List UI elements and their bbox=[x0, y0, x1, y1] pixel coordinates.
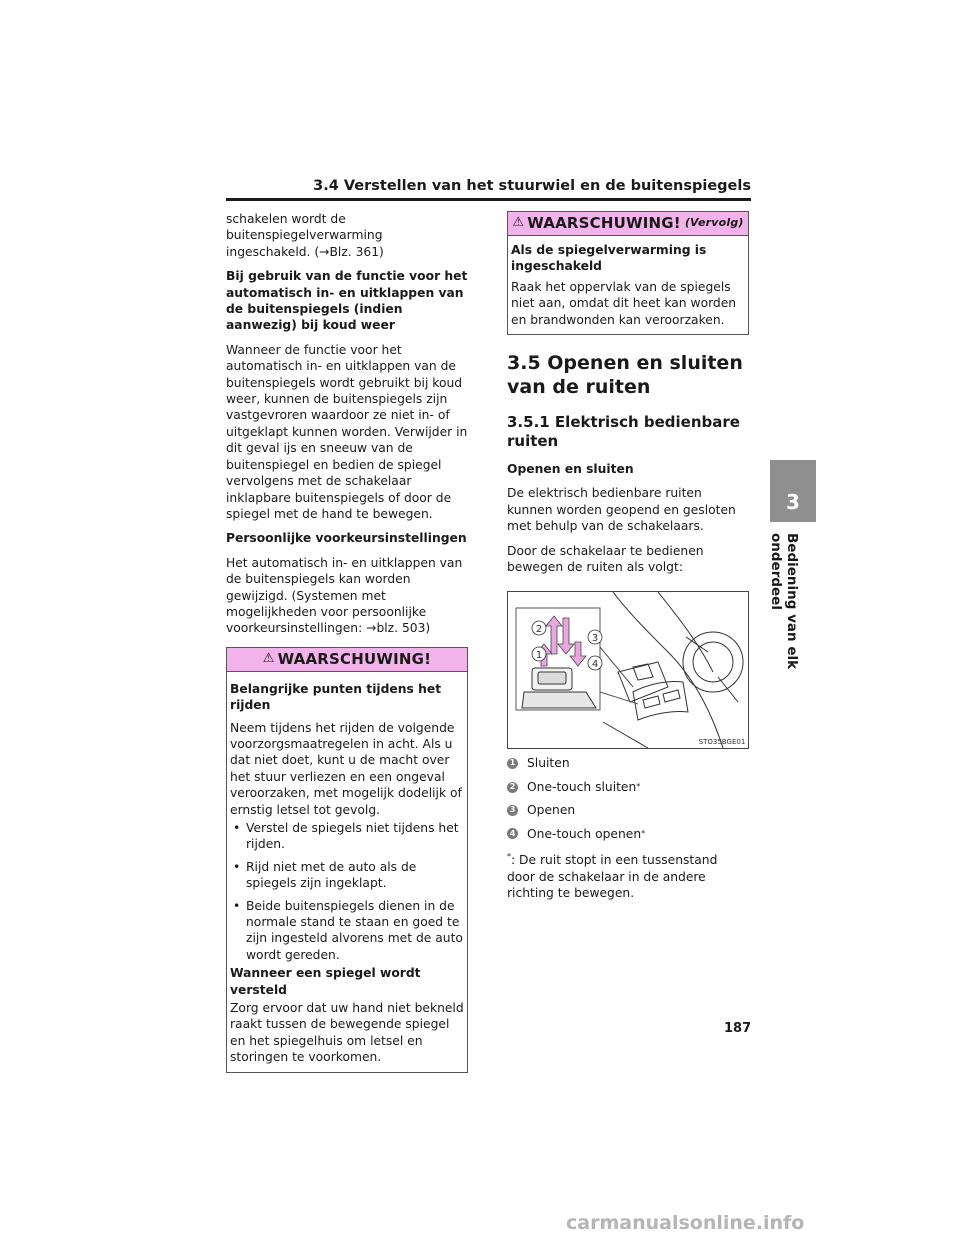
footnote-asterisk: * bbox=[507, 852, 511, 862]
number-badge: 2 bbox=[507, 782, 518, 793]
window-switch-illustration bbox=[508, 592, 750, 748]
watermark: carmanualsonline.info bbox=[566, 1212, 805, 1234]
warning-continued-label: (Vervolg) bbox=[684, 216, 744, 230]
figure-label: 2 bbox=[535, 624, 543, 636]
warning-bullet: • Beide buitenspiegels dienen in de normale stand te staan en goed te zijn ingesteld alvorens met de auto wordt gereden. bbox=[230, 898, 464, 964]
warning-body bbox=[227, 672, 467, 1072]
figure-label: 1 bbox=[535, 650, 543, 662]
list-item bbox=[507, 755, 749, 771]
warning-header bbox=[227, 648, 467, 672]
asterisk: * bbox=[636, 781, 641, 791]
warning-header bbox=[508, 212, 748, 236]
arrow-up-icon bbox=[546, 616, 562, 654]
section-heading: 3.5 Openen en sluiten van de ruiten bbox=[507, 352, 743, 399]
header-rule bbox=[226, 198, 751, 201]
running-header: 3.4 Verstellen van het stuurwiel en de buitenspiegels bbox=[313, 178, 751, 194]
warning-triangle-icon: ⚠ bbox=[512, 215, 525, 231]
page-number: 187 bbox=[724, 1021, 752, 1036]
paragraph: schakelen wordt de buitenspiegelverwarming ingeschakeld. (→Blz. 361) bbox=[226, 212, 384, 259]
figure-code: STO35BGE01 bbox=[698, 738, 746, 747]
list-item-text: Sluiten bbox=[527, 756, 570, 771]
subheading: Persoonlijke voorkeursinstellingen bbox=[226, 531, 467, 546]
footnote-text: : De ruit stopt in een tussenstand door de schakelaar in de andere richting te bewegen. bbox=[507, 853, 718, 900]
warning-paragraph: Raak het oppervlak van de spiegels niet aan, omdat dit heet kan worden en brandwonden kan veroorzaken. bbox=[511, 279, 737, 327]
left-column bbox=[226, 211, 468, 1073]
warning-bullet: • Rijd niet met de auto als de spiegels zijn ingeklapt. bbox=[230, 859, 464, 892]
number-badge: 1 bbox=[507, 758, 518, 769]
chapter-tab: 3 bbox=[770, 460, 816, 522]
list-item bbox=[507, 826, 749, 842]
right-column bbox=[507, 211, 749, 909]
paragraph: Het automatisch in- en uitklappen van de buitenspiegels kan worden gewijzigd. (Systemen met mogelijkheden voor persoonlijke voorkeursinstellingen: →blz. 503) bbox=[226, 555, 463, 636]
paragraph: Door de schakelaar te bedienen bewegen de ruiten als volgt: bbox=[507, 543, 704, 575]
warning-bullet: • Verstel de spiegels niet tijdens het rijden. bbox=[230, 820, 464, 853]
list-item bbox=[507, 779, 749, 795]
paragraph: De elektrisch bedienbare ruiten kunnen worden geopend en gesloten met behulp van de schakelaars. bbox=[507, 486, 736, 534]
subsection-heading: 3.5.1 Elektrisch bedienbare ruiten bbox=[507, 413, 740, 451]
warning-triangle-icon: ⚠ bbox=[262, 651, 275, 667]
chapter-label: Bediening van elk onderdeel bbox=[768, 533, 800, 670]
warning-title: WAARSCHUWING! bbox=[277, 650, 432, 669]
list-item bbox=[507, 802, 749, 818]
warning-title: WAARSCHUWING! bbox=[527, 214, 681, 233]
warning-subheading: Als de spiegelverwarming is ingeschakeld bbox=[511, 243, 707, 274]
footnote bbox=[507, 849, 749, 901]
warning-box-continued bbox=[507, 211, 749, 335]
subheading: Bij gebruik van de functie voor het automatisch in- en uitklappen van de buitenspiegels (indien aanwezig) bij koud weer bbox=[226, 269, 468, 333]
warning-paragraph: Zorg ervoor dat uw hand niet bekneld raakt tussen de bewegende spiegel en het spiegelhuis om letsel en storingen te voorkomen. bbox=[230, 1001, 464, 1065]
warning-subheading: Belangrijke punten tijdens het rijden bbox=[230, 681, 442, 713]
window-switch-figure bbox=[507, 591, 749, 749]
warning-body bbox=[508, 236, 748, 334]
list-item-text: Openen bbox=[527, 803, 576, 818]
warning-paragraph: Neem tijdens het rijden de volgende voorzorgsmaatregelen in acht. Als u dat niet doet, kunt u de macht over het stuur verliezen en een ongeval veroorzaken, met mogelijk dodelijk of ernstig letsel tot gevolg. bbox=[230, 720, 462, 817]
list-item-text: One-touch sluiten bbox=[527, 779, 637, 794]
warning-box bbox=[226, 647, 468, 1073]
number-badge: 4 bbox=[507, 828, 518, 839]
list-item-text: One-touch openen bbox=[527, 826, 642, 841]
paragraph: Wanneer de functie voor het automatisch in- en uitklappen van de buitenspiegels wordt gebruikt bij koud weer, kunnen de buitenspiegels zijn vastgevroren waardoor ze niet in- of uitgeklapt kunnen worden. Verwijder in dit geval ijs en sneeuw van de buitenspiegel en bedien de spiegel vervolgens met de schakelaar inklapbare buitenspiegels of door de spiegel met de hand te bewegen. bbox=[226, 342, 468, 521]
subheading: Openen en sluiten bbox=[507, 462, 634, 477]
figure-label: 3 bbox=[591, 633, 599, 645]
figure-label: 4 bbox=[591, 659, 599, 671]
number-badge: 3 bbox=[507, 805, 518, 816]
warning-subheading: Wanneer een spiegel wordt versteld bbox=[230, 966, 421, 997]
asterisk: * bbox=[641, 828, 646, 838]
